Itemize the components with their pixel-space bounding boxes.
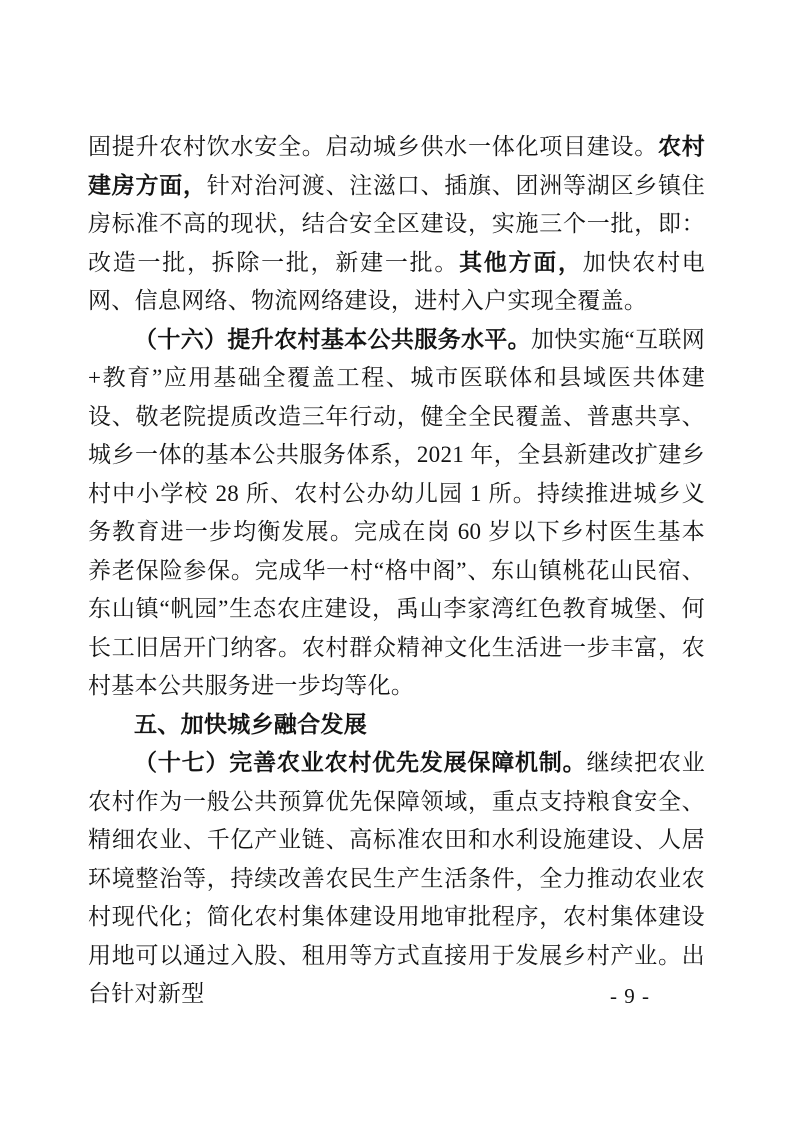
text-segment: 加快实施“互联网+教育”应用基础全覆盖工程、城市医联体和县域医共体建设、敬老院提质改造三年行动，健全全民覆盖、普惠共享、城乡一体的基本公共服务体系，2021 年，全县新建改扩建乡村中小学校 28 所、农村公办幼儿园 1 所。持续推进城乡义务教育进一步均衡发展。完成在岗 60 岁以下乡村医生基本养老保险参保。完成华一村“格中阁”、东山镇桃花山民宿、东山镇“帆园”生态农庄建设，禹山李家湾红色教育城堡、何长工旧居开门纳客。农村群众精神文化生活进一步丰富，农村基本公共服务进一步均等化。 <box>88 326 705 698</box>
rural-infrastructure-paragraph <box>88 128 705 321</box>
document-body <box>88 128 705 1014</box>
text-segment: 固提升农村饮水安全。启动城乡供水一体化项目建设。 <box>88 134 658 159</box>
text-segment: 针对治河渡、注滋口、插旗、团洲等湖区乡镇住房标准不高的现状，结合安全区建设，实施三个一批，即：改造一批，拆除一批，新建一批。 <box>88 172 705 275</box>
text-segment: 继续把农业农村作为一般公共预算优先保障领域，重点支持粮食安全、精细农业、千亿产业链、高标准农田和水利设施建设、人居环境整治等，持续改善农民生产生活条件，全力推动农业农村现代化；简化农村集体建设用地审批程序，农村集体建设用地可以通过入股、租用等方式直接用于发展乡村产业。出台针对新型 <box>88 750 706 1006</box>
bold-run-item-16-title: （十六）提升农村基本公共服务水平。 <box>134 326 532 352</box>
section-5-heading <box>88 706 705 745</box>
bold-run-rural-housing: 农村建房方面， <box>88 134 706 198</box>
heading-text: 五、加快城乡融合发展 <box>134 711 367 737</box>
bold-run-item-17-title: （十七）完善农业农村优先发展保障机制。 <box>134 750 587 775</box>
text-segment: 加快农村电网、信息网络、物流网络建设，进村入户实现全覆盖。 <box>88 249 705 313</box>
bold-run-other-aspects: 其他方面， <box>459 249 583 275</box>
page-number: - 9 - <box>610 984 650 1008</box>
item-17-priority-development-paragraph <box>88 744 705 1014</box>
item-16-public-services-paragraph <box>88 321 705 706</box>
